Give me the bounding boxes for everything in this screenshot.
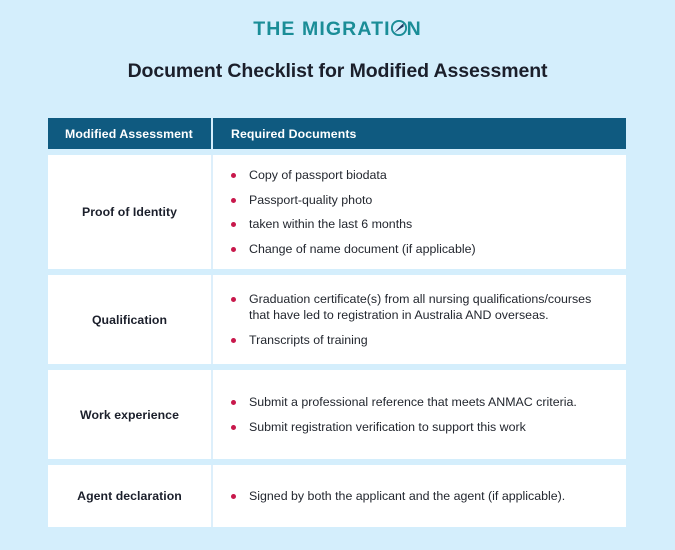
document-checklist-table <box>48 118 626 527</box>
brand-logo <box>0 20 675 40</box>
list-item: Submit a professional reference that meets ANMAC criteria. <box>231 394 612 411</box>
brand-name-before: THE MIGRATI <box>253 18 391 41</box>
table-row <box>48 370 626 459</box>
document-list <box>231 394 612 435</box>
table-row <box>48 465 626 527</box>
list-item: Copy of passport biodata <box>231 167 612 184</box>
row-label: Qualification <box>91 312 168 327</box>
table-row <box>48 155 626 269</box>
list-item: Change of name document (if applicable) <box>231 241 612 258</box>
document-list <box>231 167 612 257</box>
table-header-modified-assessment: Modified Assessment <box>65 126 193 141</box>
row-documents <box>213 465 626 527</box>
table-header-row <box>48 118 626 149</box>
list-item: taken within the last 6 months <box>231 216 612 233</box>
globe-icon <box>391 20 407 36</box>
document-list <box>231 291 612 349</box>
table-row <box>48 275 626 364</box>
row-documents <box>213 370 626 459</box>
row-label: Agent declaration <box>77 489 182 503</box>
row-label: Work experience <box>80 407 179 422</box>
row-documents <box>213 275 626 364</box>
brand-name-after: N <box>406 18 422 41</box>
page-title: Document Checklist for Modified Assessment <box>127 60 548 82</box>
list-item: Submit registration verification to support this work <box>231 419 612 436</box>
list-item: Transcripts of training <box>231 332 612 349</box>
list-item: Graduation certificate(s) from all nursing qualifications/courses that have led to registration in Australia AND overseas. <box>231 291 612 324</box>
row-documents <box>213 155 626 269</box>
list-item: Signed by both the applicant and the agent (if applicable). <box>231 488 612 505</box>
list-item: Passport-quality photo <box>231 192 612 209</box>
table-header-required-documents: Required Documents <box>231 126 357 141</box>
row-label: Proof of Identity <box>81 205 178 219</box>
document-list <box>231 488 612 505</box>
